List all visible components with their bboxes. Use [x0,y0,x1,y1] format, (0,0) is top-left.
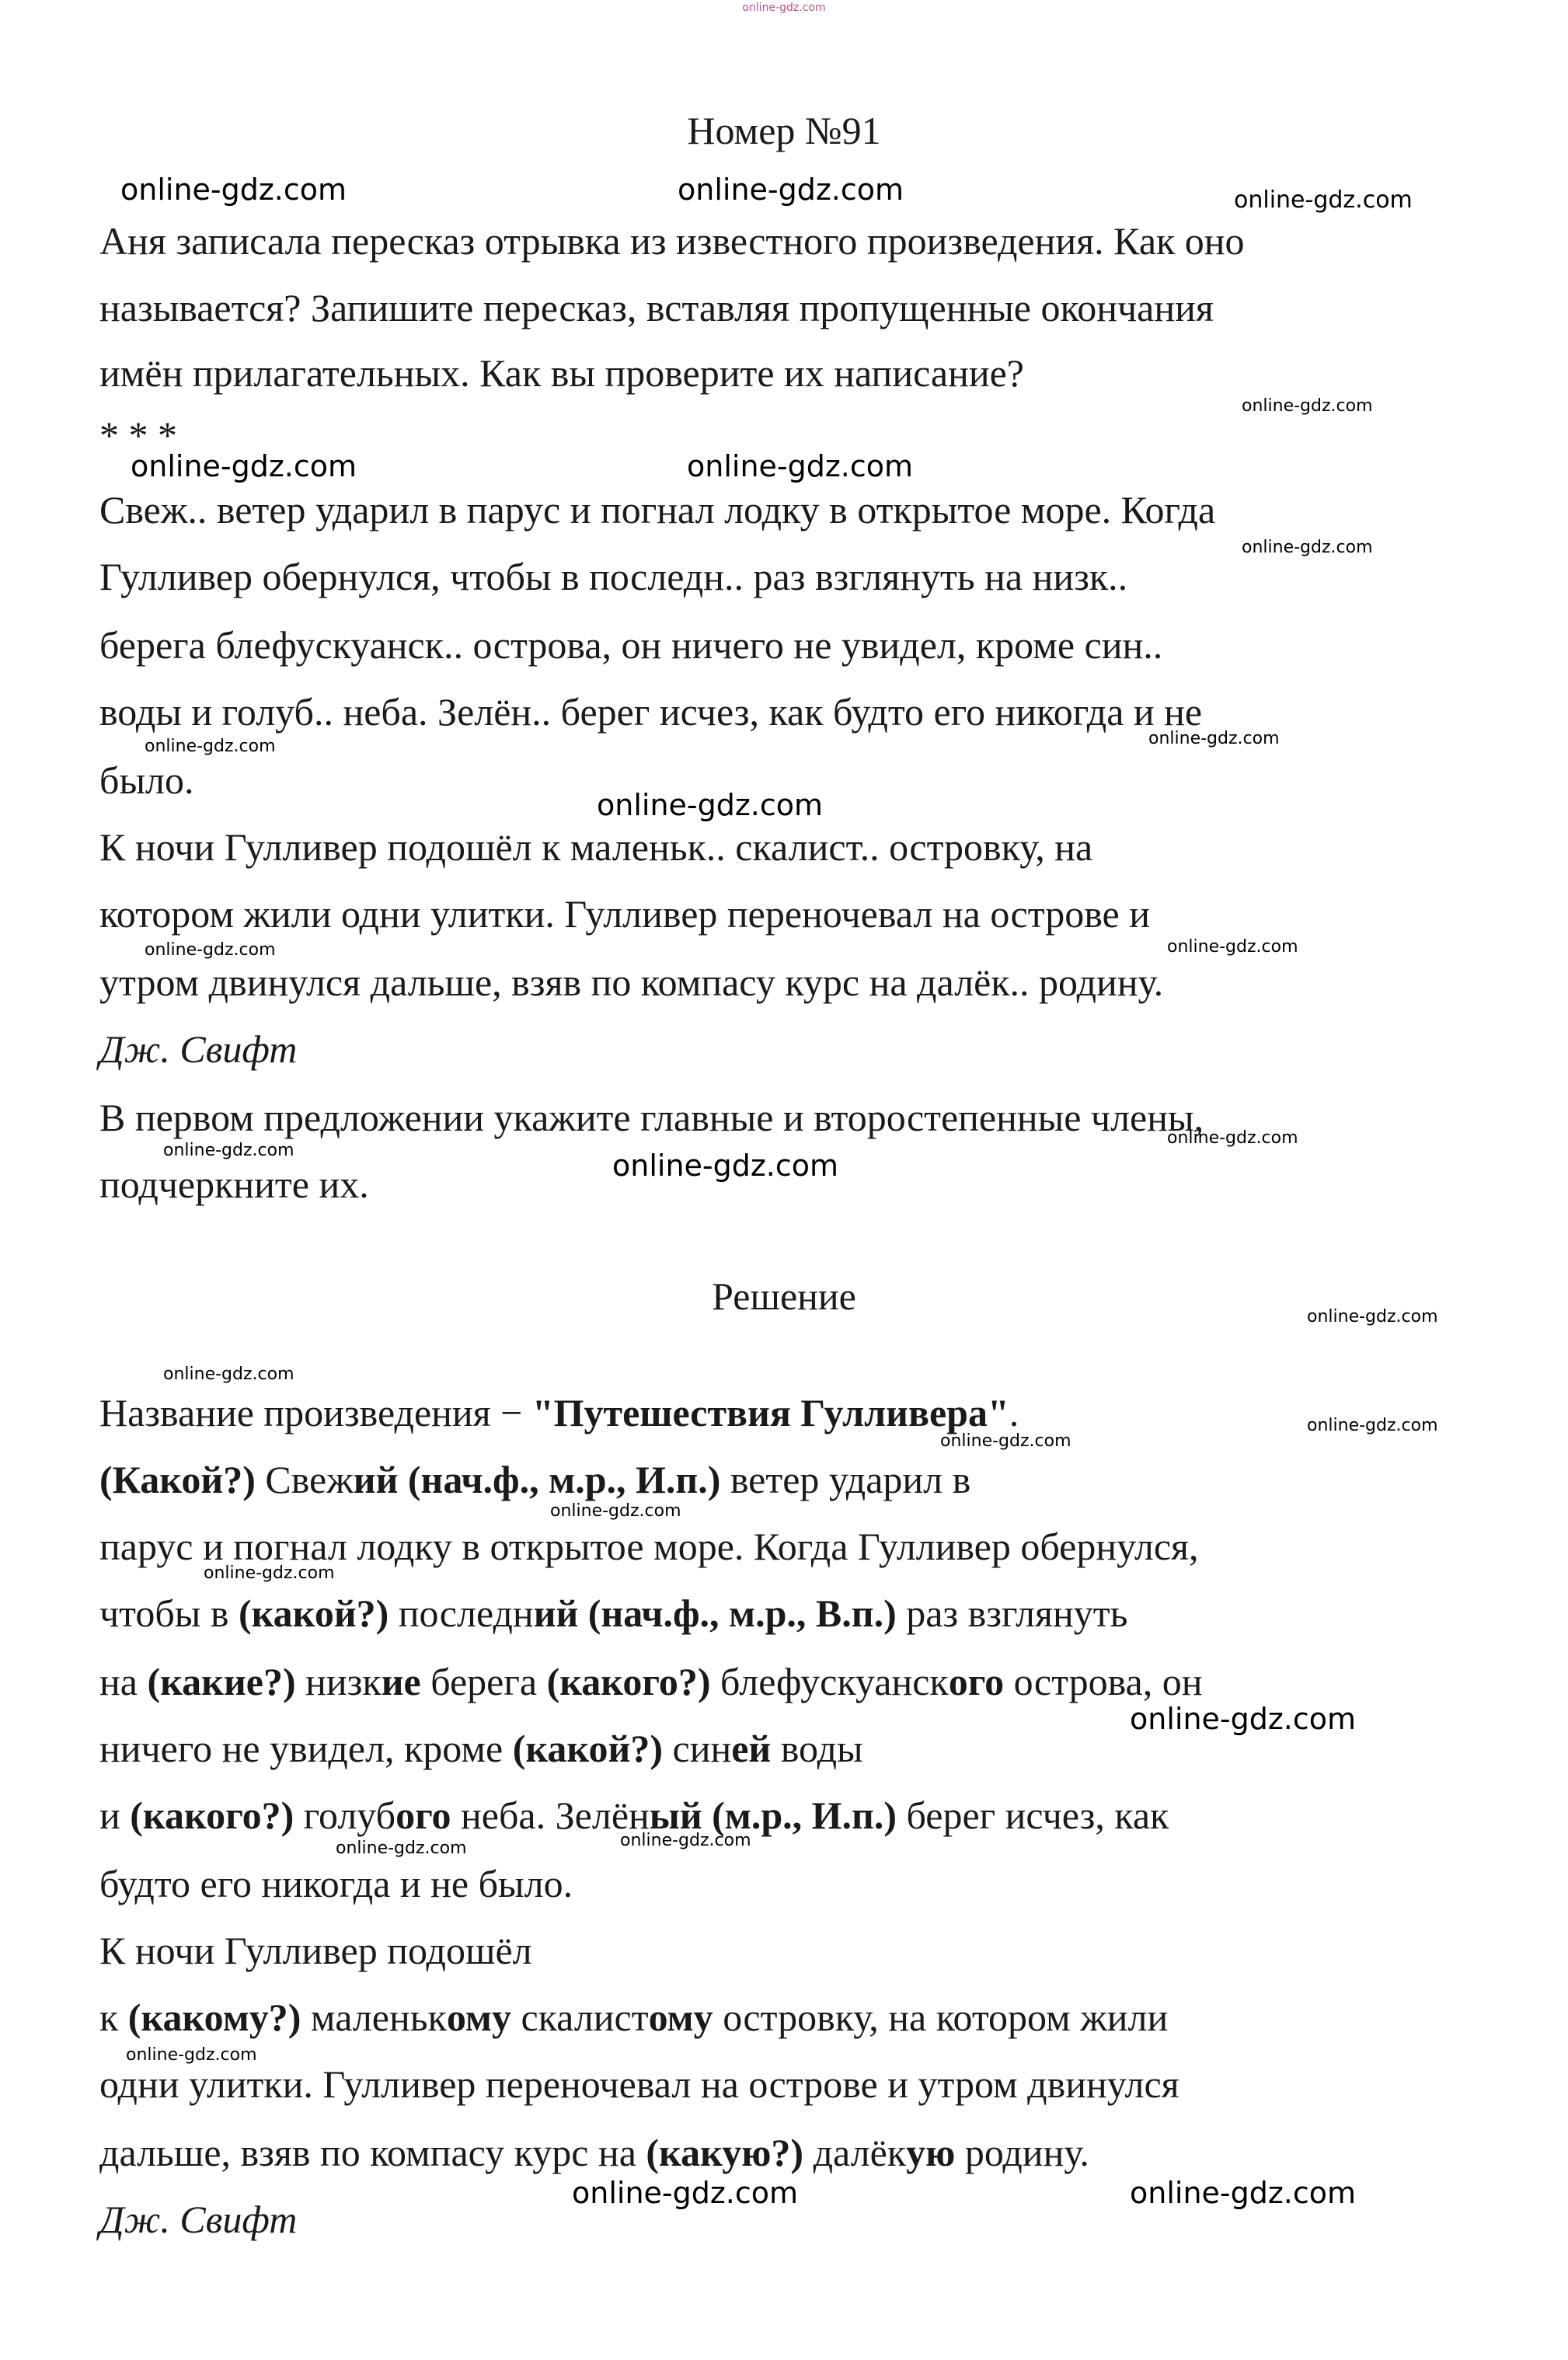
solution-line: чтобы в (какой?) последний (нач.ф., м.р., В.п.) раз взглянуть [99,1591,1128,1635]
watermark: online-gdz.com [597,788,824,822]
solution-author: Дж. Свифт [99,2198,298,2241]
solution-line: к (какому?) маленькому скалистому островку, на котором жили [99,1996,1169,2039]
solution-line: на (какие?) низкие берега (какого?) блефускуанского острова, он [99,1660,1203,1703]
solution-line: и (какого?) голубого неба. Зелёный (м.р., И.п.) берег исчез, как [99,1794,1169,1837]
task-line: называется? Запишите пересказ, вставляя пропущенные окончания [99,286,1214,329]
watermark: online-gdz.com [1167,937,1298,957]
solution-line: дальше, взяв по компасу курс на (какую?) далёкую родину. [99,2131,1089,2174]
solution-heading: Решение [712,1274,856,1318]
exercise-text-line: Гулливер обернулся, чтобы в последн.. раз взглянуть на низк.. [99,555,1128,598]
separator-stars: * * * [99,413,177,457]
watermark: online-gdz.com [687,449,914,483]
watermark: online-gdz.com [550,1501,681,1521]
watermark: online-gdz.com [120,173,347,207]
watermark: online-gdz.com [145,737,276,756]
task-author: Дж. Свифт [99,1027,298,1071]
watermark: online-gdz.com [126,2045,257,2065]
question-line: В первом предложении укажите главные и второстепенные члены, [99,1096,1204,1139]
exercise-text-line: Свеж.. ветер ударил в парус и погнал лодку в открытое море. Когда [99,488,1216,532]
exercise-text-line: было. [99,758,194,802]
watermark: online-gdz.com [163,1365,294,1384]
watermark: online-gdz.com [612,1149,839,1183]
watermark: online-gdz.com [940,1431,1071,1451]
solution-line: парус и погнал лодку в открытое море. Когда Гулливер обернулся, [99,1525,1199,1568]
exercise-text-line: воды и голуб.. неба. Зелён.. берег исчез, как будто его никогда и не [99,690,1203,734]
watermark: online-gdz.com [620,1831,751,1850]
watermark: online-gdz.com [572,2176,799,2210]
watermark: online-gdz.com [1242,538,1373,557]
watermark: online-gdz.com [131,449,357,483]
solution-line: (Какой?) Свежий (нач.ф., м.р., И.п.) ветер ударил в [99,1458,971,1501]
task-line: имён прилагательных. Как вы проверите их написание? [99,351,1024,395]
watermark: online-gdz.com [1130,2176,1357,2210]
watermark: online-gdz.com [204,1563,335,1583]
watermark: online-gdz.com [145,940,276,960]
solution-line: К ночи Гулливер подошёл [99,1929,532,1972]
solution-line: Название произведения − "Путешествия Гулливера". [99,1391,1019,1434]
exercise-text-line: утром двинулся дальше, взяв по компасу курс на далёк.. родину. [99,960,1164,1004]
watermark: online-gdz.com [1148,729,1280,748]
watermark: online-gdz.com [678,173,904,207]
page-title: Номер №91 [687,109,881,152]
watermark: online-gdz.com [1167,1128,1298,1148]
solution-line: ничего не увидел, кроме (какой?) синей воды [99,1727,863,1770]
exercise-text-line: котором жили одни улитки. Гулливер переночевал на острове и [99,892,1150,936]
question-line: подчеркните их. [99,1163,369,1206]
watermark: online-gdz.com [1130,1702,1357,1736]
exercise-text-line: К ночи Гулливер подошёл к маленьк.. скалист.. островку, на [99,825,1093,869]
watermark: online-gdz.com [1307,1307,1438,1326]
task-line: Аня записала пересказ отрывка из известного произведения. Как оно [99,219,1245,263]
header-watermark: online-gdz.com [742,2,826,14]
exercise-text-line: берега блефускуанск.. острова, он ничего не увидел, кроме син.. [99,623,1163,667]
solution-line: одни улитки. Гулливер переночевал на острове и утром двинулся [99,2062,1179,2106]
watermark: online-gdz.com [1234,186,1413,214]
watermark: online-gdz.com [1242,396,1373,416]
watermark: online-gdz.com [1307,1416,1438,1435]
solution-line: будто его никогда и не было. [99,1862,573,1905]
watermark: online-gdz.com [163,1141,294,1160]
watermark: online-gdz.com [336,1839,467,1858]
